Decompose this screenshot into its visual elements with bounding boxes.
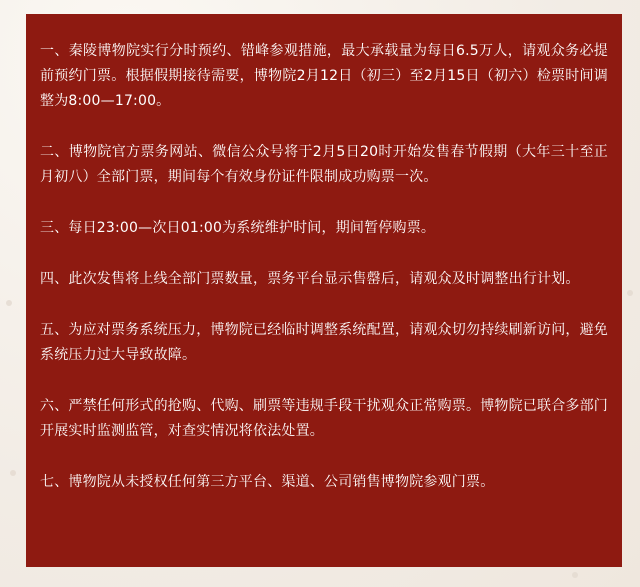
notice-item-2: 二、博物院官方票务网站、微信公众号将于2月5日20时开始发售春节假期（大年三十至正月初八）全部门票，期间每个有效身份证件限制成功购票一次。 — [40, 144, 608, 185]
notice-item-1: 一、秦陵博物院实行分时预约、错峰参观措施，最大承载量为每日6.5万人，请观众务必提前预约门票。根据假期接待需要，博物院2月12日（初三）至2月15日（初六）检票时间调整为8:00—17:00。 — [40, 43, 608, 109]
background-speck — [572, 572, 578, 578]
notice-item-3: 三、每日23:00—次日01:00为系统维护时间，期间暂停购票。 — [40, 220, 436, 236]
background-speck — [6, 300, 12, 306]
notice-item-5: 五、为应对票务系统压力，博物院已经临时调整系统配置，请观众切勿持续刷新访问，避免系统压力过大导致故障。 — [40, 322, 608, 363]
notice-item-4: 四、此次发售将上线全部门票数量，票务平台显示售罄后，请观众及时调整出行计划。 — [40, 271, 580, 287]
background-speck — [627, 290, 633, 296]
notice-panel — [26, 14, 622, 567]
notice-item-6: 六、严禁任何形式的抢购、代购、刷票等违规手段干扰观众正常购票。博物院已联合多部门开展实时监测监管，对查实情况将依法处置。 — [40, 398, 608, 439]
background-speck — [10, 470, 16, 476]
notice-item-7: 七、博物院从未授权任何第三方平台、渠道、公司销售博物院参观门票。 — [40, 474, 495, 490]
